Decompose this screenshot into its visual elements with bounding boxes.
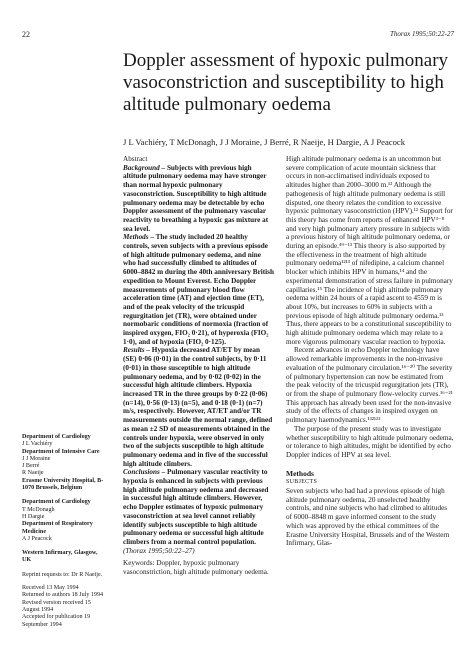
abstract-results bbox=[123, 346, 275, 468]
subjects-heading: SUBJECTS bbox=[286, 479, 318, 486]
affiliations bbox=[22, 434, 108, 629]
abstract bbox=[123, 155, 275, 577]
affiliation-dept-1: Department of Cardiology bbox=[22, 434, 91, 440]
affiliation-people-3: T McDonagh H Dargie bbox=[22, 506, 55, 520]
abstract-methods-label: Methods bbox=[123, 233, 149, 242]
submission-dates: Received 13 May 1994 Returned to authors 18 July 1994 Revised version received 15 August 1994 Accepted for publication 19 September 1994 bbox=[22, 585, 104, 628]
abstract-conclusions-text: – Pulmonary vascular reactivity to hypoxia is enhanced in subjects with previous high altitude pulmonary oedema and decreased in successful high altitude climbers. However, echo Doppler estimates of hypoxic pulmonary vasoconstriction at sea level cannot reliably identify subjects susceptible to high altitude pulmonary oedema or successful high altitude climbers from a normal control population. bbox=[123, 468, 269, 546]
reprint-request: Reprint requests to: Dr R Naeije. bbox=[22, 571, 103, 578]
body-paragraph-2: Recent advances in echo Doppler technology have allowed remarkable improvements in the non-invasive evaluation of the pulmonary circulation.¹⁶⁻²⁰ The severity of pulmonary hypertension can now be estimated from the peak velocity of the tricuspid regurgitation jets (TR), or from the shape of pulmonary flow-velocity curves.¹⁶⁻²¹ This approach has already been used for the non-invasive study of the effects of changes in inspired oxygen on pulmonary haemodynamics.¹³²¹²² bbox=[286, 346, 453, 425]
abstract-conclusions-label: Conclusions bbox=[123, 468, 160, 477]
journal-reference: Thorax 1995;50:22-27 bbox=[390, 30, 454, 38]
abstract-background bbox=[123, 164, 275, 234]
affiliation-dept-2: Department of Intensive Care bbox=[22, 448, 100, 455]
methods-heading: Methods bbox=[286, 468, 314, 478]
affiliation-institution-1: Erasme University Hospital, B-1070 Brussels, Belgium bbox=[22, 477, 104, 492]
abstract-background-label: Background bbox=[123, 163, 160, 172]
abstract-results-label: Results bbox=[123, 346, 145, 355]
article-title: Doppler assessment of hypoxic pulmonary vasoconstriction and susceptibility to high altitude pulmonary oedema bbox=[123, 50, 449, 115]
abstract-heading: Abstract bbox=[123, 155, 148, 163]
abstract-background-text: – Subjects with previous high altitude pulmonary oedema may have stronger than normal hypoxic pulmonary vasoconstriction. Susceptibility to high altitude pulmonary oedema may be detectable by echo Doppler assessment of the pulmonary vascular reactivity to breathing a hypoxic gas mixture at sea level. bbox=[123, 163, 269, 233]
abstract-methods-text: – The study included 20 healthy controls, seven subjects with a previous episode of high altitude pulmonary oedema, and nine who had successfully climbed to altitudes of 6000–8842 m during the 40th anniversary British expedition to Mount Everest. Echo Doppler measurements of pulmonary blood flow acceleration time (AT) and ejection time (ET), and of the peak velocity of the tricuspid regurgitation jet (TR), were obtained under normobaric conditions of normoxia (fraction of inspired oxygen, FIO₂ 0·21), of hyperoxia (FIO₂ 1·0), and of hypoxia (FIO₂ 0·125). bbox=[123, 233, 274, 346]
page-number: 22 bbox=[22, 30, 30, 39]
body-paragraph-1: High altitude pulmonary oedema is an uncommon but severe complication of acute mountain sickness that occurs in non-acclimatised individuals exposed to altitudes higher than 2000–3000 m.¹² Although the pathogenesis of high altitude pulmonary oedema is still disputed, one theory relates the condition to excessive hypoxic pulmonary vasoconstriction (HPV).¹² Support for this theory has come from reports of enhanced HPV³⁻⁸ and very high pulmonary artery pressure in subjects with a previous history of high altitude pulmonary oedema, or during an episode.⁴⁹⁻¹³ This theory is also supported by the effectiveness in the treatment of high altitude pulmonary oedema¹²¹³ of nifedipine, a calcium channel blocker which inhibits HPV in humans,¹⁴ and the experimental demonstration of stress failure in pulmonary capillaries.¹⁵ The incidence of high altitude pulmonary oedema within 24 hours of a rapid ascent to 4559 m is about 10%, but increases to 60% in subjects with a previous episode of high altitude pulmonary oedema.¹³ Thus, there appears to be a constitutional susceptibility to high altitude pulmonary oedema which may relate to a more vigorous pulmonary vascular reaction to hypoxia. bbox=[286, 155, 453, 346]
abstract-results-text: – Hypoxia decreased AT/ET by mean (SE) 0·06 (0·01) in the control subjects, by 0·11 (0·01) in those susceptible to high altitude pulmonary oedema, and by 0·02 (0·02) in the successful high altitude climbers. Hypoxia increased TR in the three groups by 0·22 (0·06) (n=14), 0·56 (0·13) (n=5), and 0·18 (0·1) (n=7) m/s, respectively. However, AT/ET and/or TR measurements outside the normal range, defined as mean ±2 SD of measurements obtained in the controls under hypoxia, were observed in only two of the subjects susceptible to high altitude pulmonary oedema and in five of the successful high altitude climbers. bbox=[123, 346, 273, 468]
abstract-methods bbox=[123, 233, 275, 346]
abstract-citation: (Thorax 1995;50:22–27) bbox=[123, 546, 195, 555]
body-text bbox=[286, 155, 454, 548]
author-list: J L Vachiéry, T McDonagh, J J Moraine, J Berré, R Naeije, H Dargie, A J Peacock bbox=[123, 137, 406, 147]
affiliation-dept-3: Department of Cardiology bbox=[22, 499, 91, 506]
affiliation-person-1: J L Vachiéry bbox=[22, 441, 53, 448]
affiliation-person-4: A J Peacock bbox=[22, 535, 52, 542]
abstract-conclusions bbox=[123, 468, 275, 546]
affiliation-dept-4: Department of Respiratory Medicine bbox=[22, 521, 93, 535]
affiliation-institution-2: Western Infirmary, Glasgow, UK bbox=[22, 550, 98, 564]
affiliation-people-2: J J Moraine J Berré R Naeije bbox=[22, 455, 51, 477]
body-paragraph-3: The purpose of the present study was to investigate whether susceptibility to high altitude pulmonary oedema, or tolerance to high altitudes, might be identified by echo Doppler indices of HPV at sea level. bbox=[286, 424, 454, 459]
abstract-keywords: Keywords: Doppler, hypoxic pulmonary vasoconstriction, high altitude pulmonary oedema. bbox=[123, 559, 269, 577]
body-paragraph-4: Seven subjects who had had a previous episode of high altitude pulmonary oedema, 20 unselected healthy controls, and nine subjects who had climbed to altitudes of 6000–8848 m gave informed consent to the study which was approved by the ethical committees of the Erasme University Hospital, Brussels and of the Western Infirmary, Glas- bbox=[286, 487, 450, 548]
